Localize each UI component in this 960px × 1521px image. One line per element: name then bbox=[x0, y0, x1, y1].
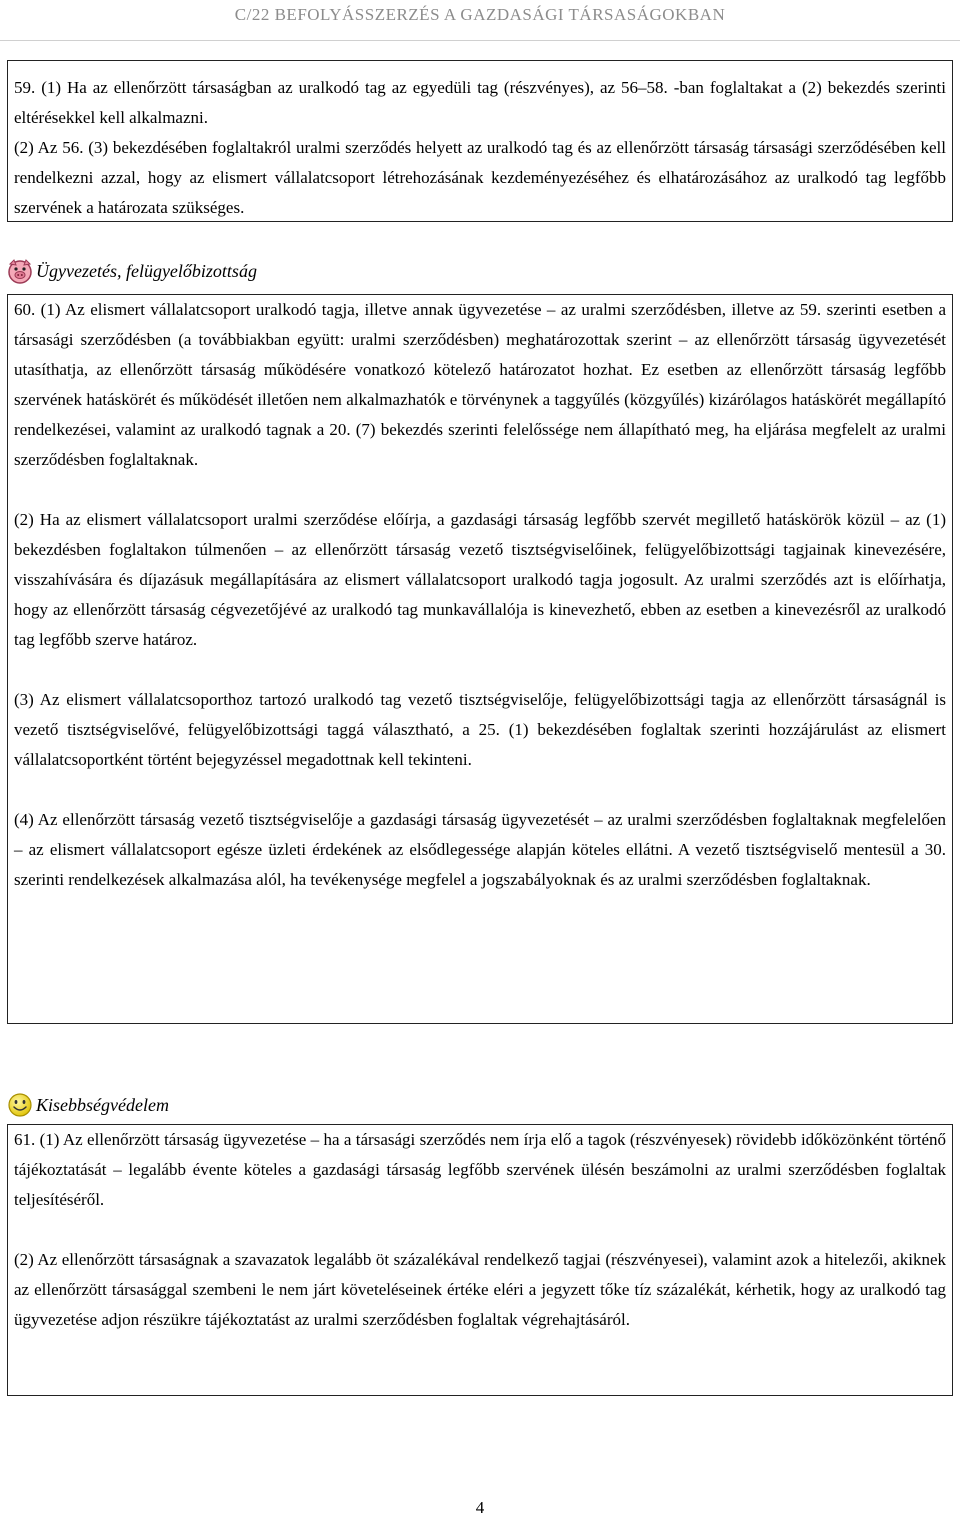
section-heading-kisebbseg bbox=[6, 1090, 169, 1120]
paragraph-59-2: (2) Az 56. (3) bekezdésében foglaltakról uralmi szerződés helyett az uralkodó tag és az ellenőrzött társaság társasági szerződésében kell rendelkezni azzal, hogy az elismert vállalatcsoport létrehozásának kezdeményezéséhez és elhatározásához az uralkodó tag legfőbb szervének a határozata szükséges. bbox=[14, 138, 946, 217]
section-60-box bbox=[7, 294, 953, 1024]
section-heading-text: Ügyvezetés, felügyelőbizottság bbox=[36, 261, 257, 281]
section-heading-text: Kisebbségvédelem bbox=[36, 1095, 169, 1115]
smiley-face-icon bbox=[6, 1092, 34, 1118]
running-header: C/22 BEFOLYÁSSZERZÉS A GAZDASÁGI TÁRSASÁGOKBAN bbox=[0, 0, 960, 41]
section-59-box bbox=[7, 60, 953, 222]
paragraph-60-2: (2) Ha az elismert vállalatcsoport uralmi szerződése előírja, a gazdasági társaság legfőbb szervét megillető hatáskörök közül – az (1) bekezdésben foglaltakon túlmenően – az ellenőrzött társaság vezető tisztségviselőinek, felügyelőbizottsági tagjainak kinevezésére, visszahívására és díjazásuk megállapítására az elismert vállalatcsoport uralkodó tagja jogosult. Az uralmi szerződés azt is előírhatja, hogy az ellenőrzött társaság cégvezetőjévé az uralkodó tag munkavállalója is kinevezhető, ebben az esetben a kinevezésről az uralkodó tag legfőbb szerve határoz. bbox=[14, 510, 946, 649]
pig-face-icon bbox=[6, 258, 34, 284]
paragraph-61-2: (2) Az ellenőrzött társaságnak a szavazatok legalább öt százalékával rendelkező tagjai (részvényesei), valamint azok a hitelezői, akiknek az ellenőrzött társasággal szembeni le nem járt követeléseinek értéke eléri a jegyzett tőke tíz százalékát, kérhetik, hogy az uralkodó tag ügyvezetése adjon részükre tájékoztatást az uralmi szerződésben foglaltak végrehajtásáról. bbox=[14, 1250, 946, 1329]
paragraph-60-3: (3) Az elismert vállalatcsoporthoz tartozó uralkodó tag vezető tisztségviselője, felügyelőbizottsági tagja az ellenőrzött társaságnál is vezető tisztségviselővé, felügyelőbizottsági taggá választható, a 25. (1) bekezdésében foglaltak szerinti hozzájárulást az elismert vállalatcsoportként történt bejegyzéssel megadottnak kell tekinteni. bbox=[14, 690, 946, 769]
paragraph-59-1: 59. (1) Ha az ellenőrzött társaságban az uralkodó tag az egyedüli tag (részvényes), az 56–58. -ban foglaltakat a (2) bekezdés szerinti eltérésekkel kell alkalmazni. bbox=[14, 78, 946, 127]
paragraph-61-1: 61. (1) Az ellenőrzött társaság ügyvezetése – ha a társasági szerződés nem írja elő a tagok (részvényesek) rövidebb időközönként történő tájékoztatását – legalább évente köteles a gazdasági társaság legfőbb szervének ülésén beszámolni az uralmi szerződésben foglaltak teljesítéséről. bbox=[14, 1130, 946, 1209]
paragraph-60-4: (4) Az ellenőrzött társaság vezető tisztségviselője a gazdasági társaság ügyvezetését – az uralmi szerződésben foglaltaknak megfelelően – az elismert vállalatcsoport egésze üzleti érdekének az elsődlegessége alapján köteles ellátni. A vezető tisztségviselő mentesül a 30. szerinti rendelkezések alkalmazása alól, ha tevékenysége megfelel a jogszabályoknak és az uralmi szerződésben foglaltaknak. bbox=[14, 810, 946, 889]
page-number: 4 bbox=[475, 1498, 485, 1517]
section-61-box bbox=[7, 1124, 953, 1396]
paragraph-60-1: 60. (1) Az elismert vállalatcsoport uralkodó tagja, illetve annak ügyvezetése – az uralmi szerződésben, illetve az 59. szerinti esetben a társasági szerződésben (a továbbiakban együtt: uralmi szerződésben) meghatározottak szerint – az ellenőrzött társaság ügyvezetését utasíthatja, az ellenőrzött társaság működésére vonatkozó kötelező határozatot hozhat. Ez esetben az ellenőrzött társaság legfőbb szervének hatáskörét és működését illetően nem alkalmazhatók e törvénynek a taggyűlés (közgyűlés) kizárólagos hatáskörét megállapító rendelkezései, valamint az uralkodó tagnak a 20. (7) bekezdés szerinti felelőssége nem állapítható meg, ha eljárása megfelelt az uralmi szerződésben foglaltaknak. bbox=[14, 300, 946, 469]
section-heading-ugyvezetes bbox=[6, 256, 257, 286]
